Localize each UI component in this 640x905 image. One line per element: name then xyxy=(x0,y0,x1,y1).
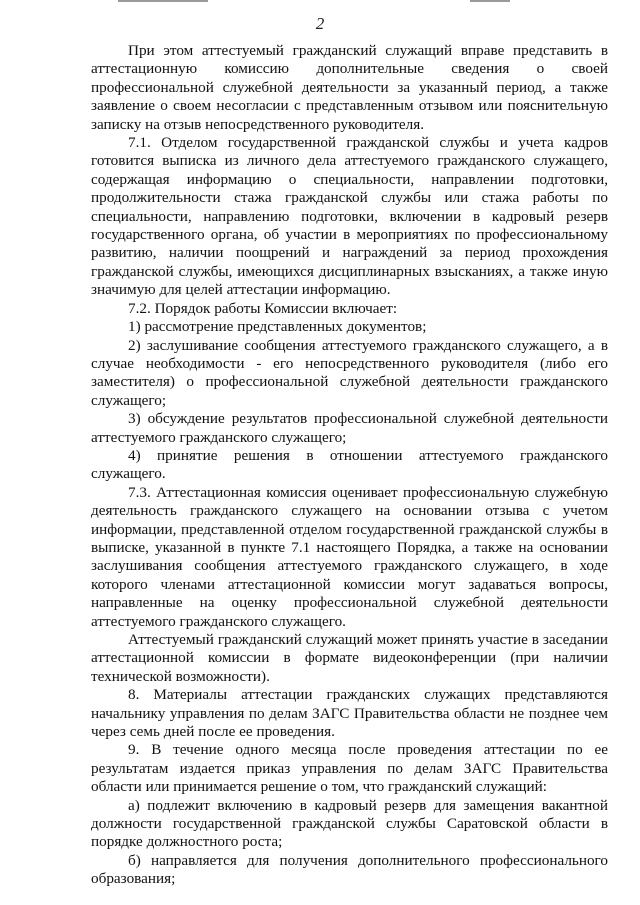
paragraph-7-1: 7.1. Отделом государственной гражданской службы и учета кадров готовится выписка из личного дела аттестуемого гражданского служащего, содержащая информацию о специальности, направлении подготовки, продолжительности стажа гражданской службы или стажа работы по специальности, направлению подготовки, включении в кадровый резерв государственного органа, об участии в мероприятиях по профессиональному развитию, наличии поощрений и награждений за период прохождения гражданской службы, имеющихся дисциплинарных взысканиях, а также иную значимую для целей аттестации информацию. xyxy=(91,134,608,299)
paragraph-7-3: 7.3. Аттестационная комиссия оценивает профессиональную служебную деятельность гражданского служащего на основании отзыва с учетом информации, представленной отделом государственной гражданской службы в выписке, указанной в пункте 7.1 настоящего Порядка, а также на основании заслушивания сообщения аттестуемого гражданского служащего, в ходе которого членами аттестационной комиссии могут задаваться вопросы, направленные на оценку профессиональной служебной деятельности аттестуемого гражданского служащего. xyxy=(91,483,608,630)
list-item-1: 1) рассмотрение представленных документов; xyxy=(128,318,427,336)
list-item-4: 4) принятие решения в отношении аттестуемого гражданского служащего. xyxy=(91,446,608,483)
scan-edge-mark xyxy=(470,0,510,2)
paragraph-8: 8. Материалы аттестации гражданских служащих представляются начальнику управления по делам ЗАГС Правительства области не позднее чем через семь дней после ее проведения. xyxy=(91,686,608,741)
paragraph-9: 9. В течение одного месяца после проведения аттестации по ее результатам издается приказ управления по делам ЗАГС Правительства области или принимается решение о том, что гражданский служащий: xyxy=(91,741,608,796)
list-item-b: б) направляется для получения дополнительного профессионального образования; xyxy=(91,851,608,888)
page-number: 2 xyxy=(315,14,325,33)
list-item-2: 2) заслушивание сообщения аттестуемого гражданского служащего, а в случае необходимости - его непосредственного руководителя (либо его заместителя) о профессиональной служебной деятельности гражданского служащего; xyxy=(91,336,608,409)
scan-edge-mark xyxy=(118,0,208,2)
paragraph-7-2: 7.2. Порядок работы Комиссии включает: xyxy=(128,299,398,317)
paragraph-videoconference: Аттестуемый гражданский служащий может принять участие в заседании аттестационной комиссии в формате видеоконференции (при наличии технической возможности). xyxy=(91,631,608,685)
list-item-3: 3) обсуждение результатов профессиональной служебной деятельности аттестуемого гражданского служащего; xyxy=(91,410,608,446)
document-body xyxy=(91,42,608,889)
paragraph-additional-info: При этом аттестуемый гражданский служащий вправе представить в аттестационную комиссию дополнительные сведения о своей профессиональной служебной деятельности за указанный период, а также заявление о своем несогласии с представленным отзывом или пояснительную записку на отзыв непосредственного руководителя. xyxy=(91,42,608,133)
list-item-a: а) подлежит включению в кадровый резерв для замещения вакантной должности государственной гражданской службы Саратовской области в порядке должностного роста; xyxy=(91,796,608,851)
